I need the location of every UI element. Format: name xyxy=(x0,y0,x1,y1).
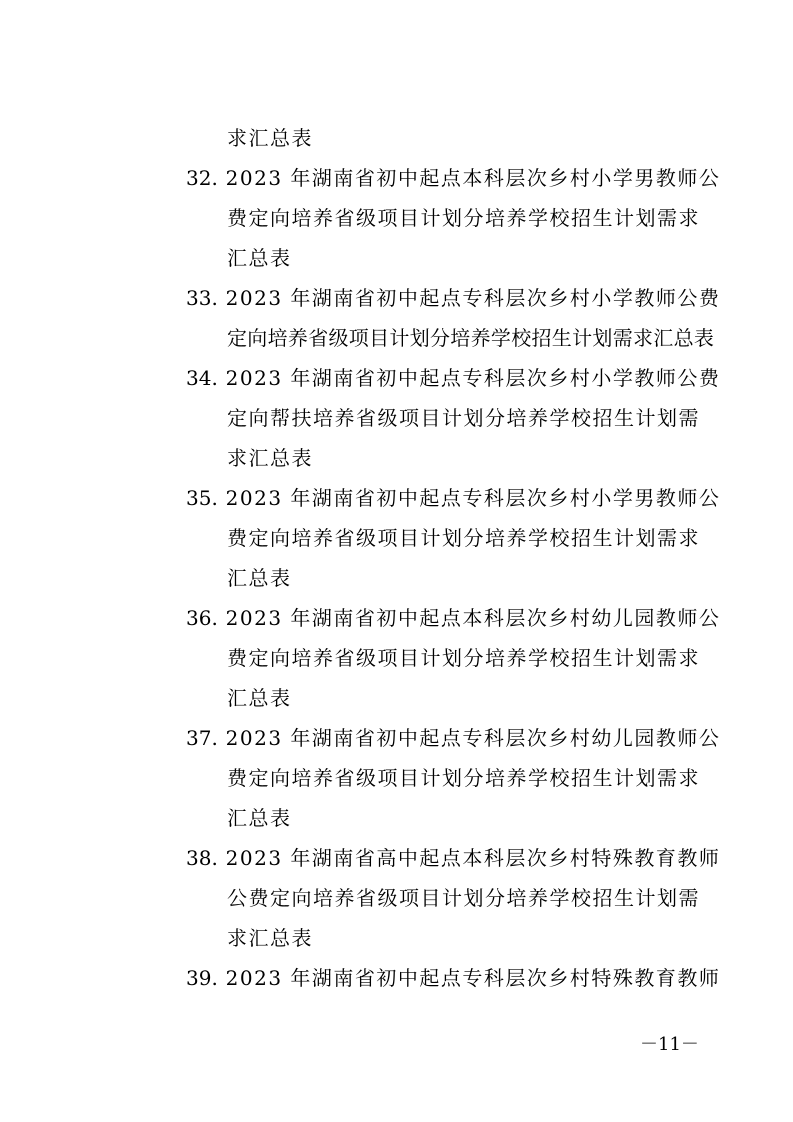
item-line: 求汇总表 xyxy=(227,446,313,470)
list-item-35 xyxy=(186,484,720,512)
list-item-38 xyxy=(186,844,720,872)
list-item-37 xyxy=(186,724,720,752)
item-number: 32. xyxy=(186,166,218,190)
item-line: 汇总表 xyxy=(227,806,292,830)
item-line: 2023 年湖南省初中起点专科层次乡村幼儿园教师公 xyxy=(225,726,721,750)
item-line: 汇总表 xyxy=(227,566,292,590)
item-line: 2023 年湖南省高中起点本科层次乡村特殊教育教师 xyxy=(225,846,721,870)
item-line: 2023 年湖南省初中起点本科层次乡村幼儿园教师公 xyxy=(225,606,721,630)
list-item-39 xyxy=(186,964,720,992)
item-line: 费定向培养省级项目计划分培养学校招生计划需求 xyxy=(227,766,700,790)
item-number: 39. xyxy=(186,966,218,990)
item-line: 2023 年湖南省初中起点专科层次乡村小学教师公费 xyxy=(225,366,721,390)
continuation-line: 求汇总表 xyxy=(227,126,313,150)
item-line: 公费定向培养省级项目计划分培养学校招生计划需 xyxy=(227,886,700,910)
item-number: 35. xyxy=(186,486,218,510)
item-number: 34. xyxy=(186,366,218,390)
item-line: 费定向培养省级项目计划分培养学校招生计划需求 xyxy=(227,206,700,230)
item-line: 2023 年湖南省初中起点本科层次乡村小学男教师公 xyxy=(225,166,721,190)
item-line: 2023 年湖南省初中起点专科层次乡村小学男教师公 xyxy=(225,486,721,510)
item-line: 2023 年湖南省初中起点专科层次乡村小学教师公费 xyxy=(225,286,721,310)
list-item-33 xyxy=(186,284,720,312)
item-number: 33. xyxy=(186,286,218,310)
item-line: 汇总表 xyxy=(227,246,292,270)
item-number: 37. xyxy=(186,726,218,750)
list-item-36 xyxy=(186,604,720,632)
list-item-34 xyxy=(186,364,720,392)
item-line: 费定向培养省级项目计划分培养学校招生计划需求 xyxy=(227,646,700,670)
item-line: 费定向培养省级项目计划分培养学校招生计划需求 xyxy=(227,526,700,550)
item-line: 定向培养省级项目计划分培养学校招生计划需求汇总表 xyxy=(227,326,715,350)
item-line: 2023 年湖南省初中起点专科层次乡村特殊教育教师 xyxy=(225,966,721,990)
page-number: －11－ xyxy=(640,1034,699,1055)
item-line: 求汇总表 xyxy=(227,926,313,950)
item-number: 36. xyxy=(186,606,218,630)
item-number: 38. xyxy=(186,846,218,870)
list-item-32 xyxy=(186,164,720,192)
item-line: 定向帮扶培养省级项目计划分培养学校招生计划需 xyxy=(227,406,700,430)
item-line: 汇总表 xyxy=(227,686,292,710)
